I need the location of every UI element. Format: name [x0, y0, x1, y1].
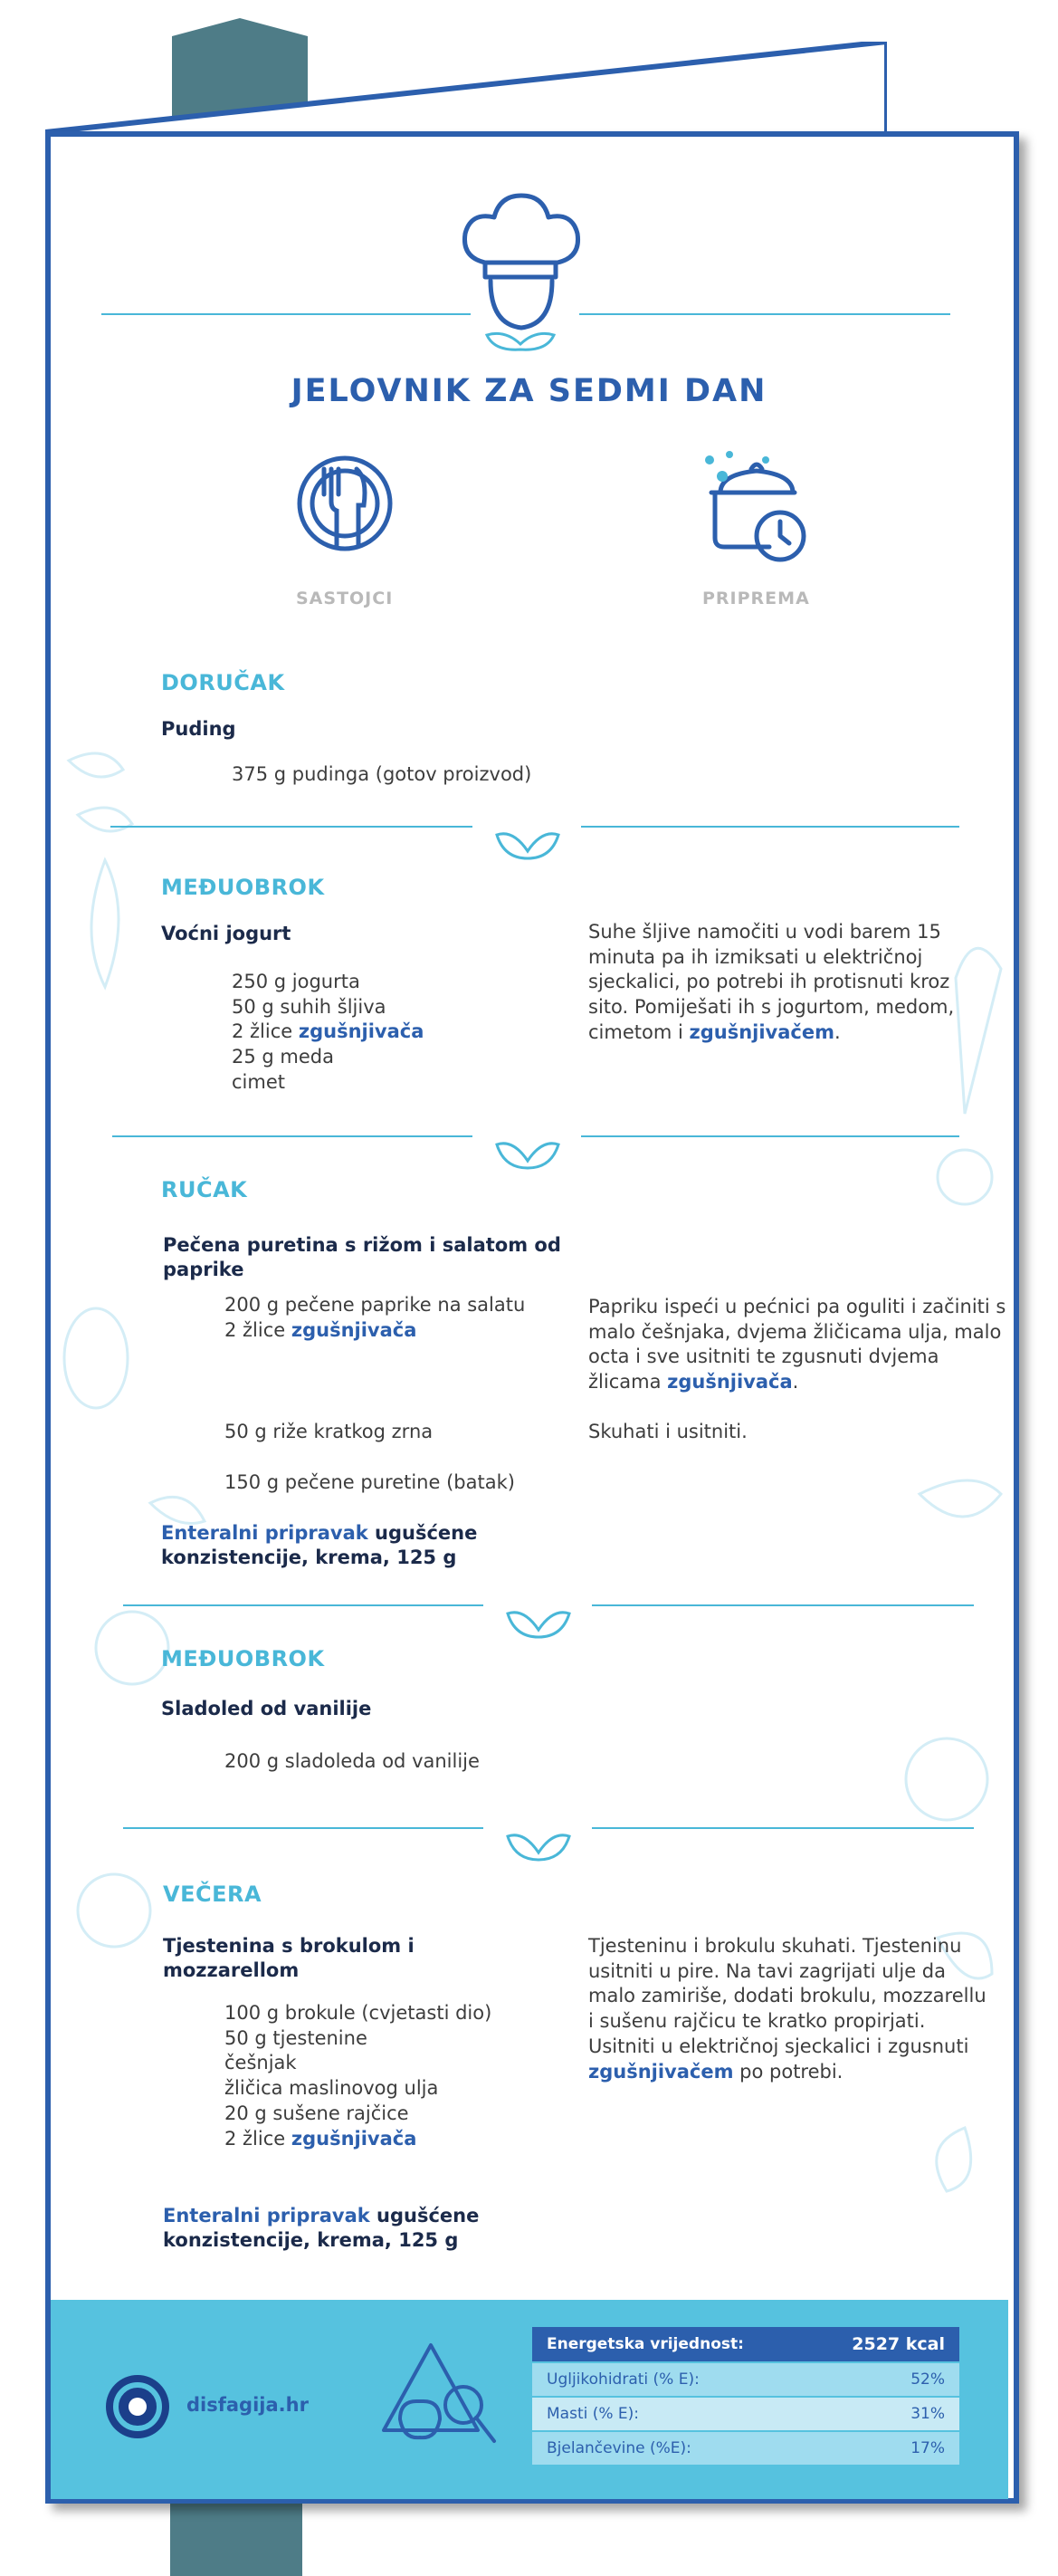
lunch-ingredient-turkey: 150 g pečene puretine (batak): [224, 1471, 515, 1493]
section-divider-right: [581, 826, 959, 828]
header-divider-right: [579, 313, 950, 315]
header-divider-left: [101, 313, 471, 315]
section-divider-right: [592, 1604, 974, 1606]
section-divider-right: [592, 1827, 974, 1829]
snack-2-ingredients: 200 g sladoleda od vanilije: [224, 1750, 480, 1772]
section-title-snack-1: MEĐUOBROK: [161, 875, 325, 900]
site-link[interactable]: disfagija.hr: [186, 2394, 309, 2416]
back-card: [45, 42, 887, 137]
bow-divider-icon: [493, 1137, 562, 1175]
snack-1-dish: Voćni jogurt: [161, 923, 291, 944]
section-divider-left: [110, 826, 472, 828]
apple-magnifier-icon: [380, 2340, 507, 2452]
section-title-lunch: RUČAK: [161, 1177, 248, 1202]
bow-divider-icon: [504, 1829, 573, 1867]
section-title-snack-2: MEĐUOBROK: [161, 1646, 325, 1671]
bow-divider-icon: [493, 828, 562, 866]
section-title-breakfast: DORUČAK: [161, 670, 285, 695]
nutrition-fat-row: [532, 2398, 959, 2430]
lunch-ingredient-rice: 50 g riže kratkog zrna: [224, 1421, 434, 1442]
nutrition-carbs-row: [532, 2363, 959, 2396]
chef-hat-icon: [460, 190, 581, 362]
lunch-preparation-rice: Skuhati i usitniti.: [588, 1421, 748, 1442]
energy-value: 2527 kcal: [852, 2334, 945, 2354]
protein-value: 17%: [910, 2439, 945, 2457]
breakfast-dish: Puding: [161, 718, 236, 740]
fat-label: Masti (% E):: [547, 2405, 640, 2423]
lunch-preparation-pepper: Papriku ispeći u pećnici pa oguliti i začiniti s malo češnjaka, dvjema žličicama ulja, malo octa i sve usitniti te zgusnuti dvjema žlicama zgušnjivača.: [588, 1296, 1006, 1393]
disfagija-logo-icon[interactable]: [103, 2372, 172, 2441]
nutrition-table: [532, 2327, 959, 2466]
nutrition-energy-row: [532, 2327, 959, 2361]
page-title: JELOVNIK ZA SEDMI DAN: [291, 373, 767, 409]
section-divider-left: [112, 1135, 472, 1137]
nutrition-protein-row: [532, 2432, 959, 2465]
carbs-label: Ugljikohidrati (% E):: [547, 2370, 700, 2389]
breakfast-ingredients: 375 g pudinga (gotov proizvod): [232, 763, 532, 785]
energy-label: Energetska vrijednost:: [547, 2335, 744, 2353]
dinner-preparation: Tjesteninu i brokulu skuhati. Tjesteninu usitniti u pire. Na tavi zagrijati ulje da malo zamiriše, dodati brokulu, mozzarellu i sušenu rajčicu te kratko propirjati. Usitniti u električnoj sjeckalici i zgusnuti zgušnjivačem po potrebi.: [588, 1935, 987, 2083]
lunch-dish: Pečena puretina s rižom i salatom od paprike: [163, 1234, 561, 1281]
protein-label: Bjelančevine (%E):: [547, 2439, 691, 2457]
section-divider-right: [581, 1135, 959, 1137]
section-title-dinner: VEČERA: [163, 1882, 262, 1907]
snack-1-ingredients: 250 g jogurta 50 g suhih šljiva 2 žlice zgušnjivača 25 g meda cimet: [232, 971, 424, 1093]
carbs-value: 52%: [910, 2370, 945, 2389]
snack-2-dish: Sladoled od vanilije: [161, 1698, 372, 1719]
lunch-enteral-supplement: Enteralni pripravak ugušćene konzistencije, krema, 125 g: [161, 1522, 478, 1569]
preparation-label: PRIPREMA: [702, 589, 810, 608]
dinner-enteral-supplement: Enteralni pripravak ugušćene konzistencije, krema, 125 g: [163, 2205, 480, 2252]
plate-cutlery-icon: [295, 451, 395, 556]
section-divider-left: [123, 1604, 483, 1606]
snack-1-preparation: Suhe šljive namočiti u vodi barem 15 minuta pa ih izmiksati u električnoj sjeckalici, po potrebi ih protisnuti kroz sito. Pomiješati ih s jogurtom, medom, cimetom i zgušnjivačem.: [588, 921, 955, 1043]
dinner-ingredients: 100 g brokule (cvjetasti dio) 50 g tjestenine češnjak žličica maslinovog ulja 20 g sušene rajčice 2 žlice zgušnjivača: [224, 2002, 492, 2150]
dinner-dish: Tjestenina s brokulom i mozzarellom: [163, 1935, 415, 1982]
fat-value: 31%: [910, 2405, 945, 2423]
lunch-ingredients-pepper: 200 g pečene paprike na salatu 2 žlice zgušnjivača: [224, 1294, 526, 1341]
section-divider-left: [123, 1827, 483, 1829]
bow-divider-icon: [504, 1606, 573, 1644]
cooking-pot-timer-icon: [702, 449, 820, 565]
ingredients-label: SASTOJCI: [296, 589, 394, 608]
